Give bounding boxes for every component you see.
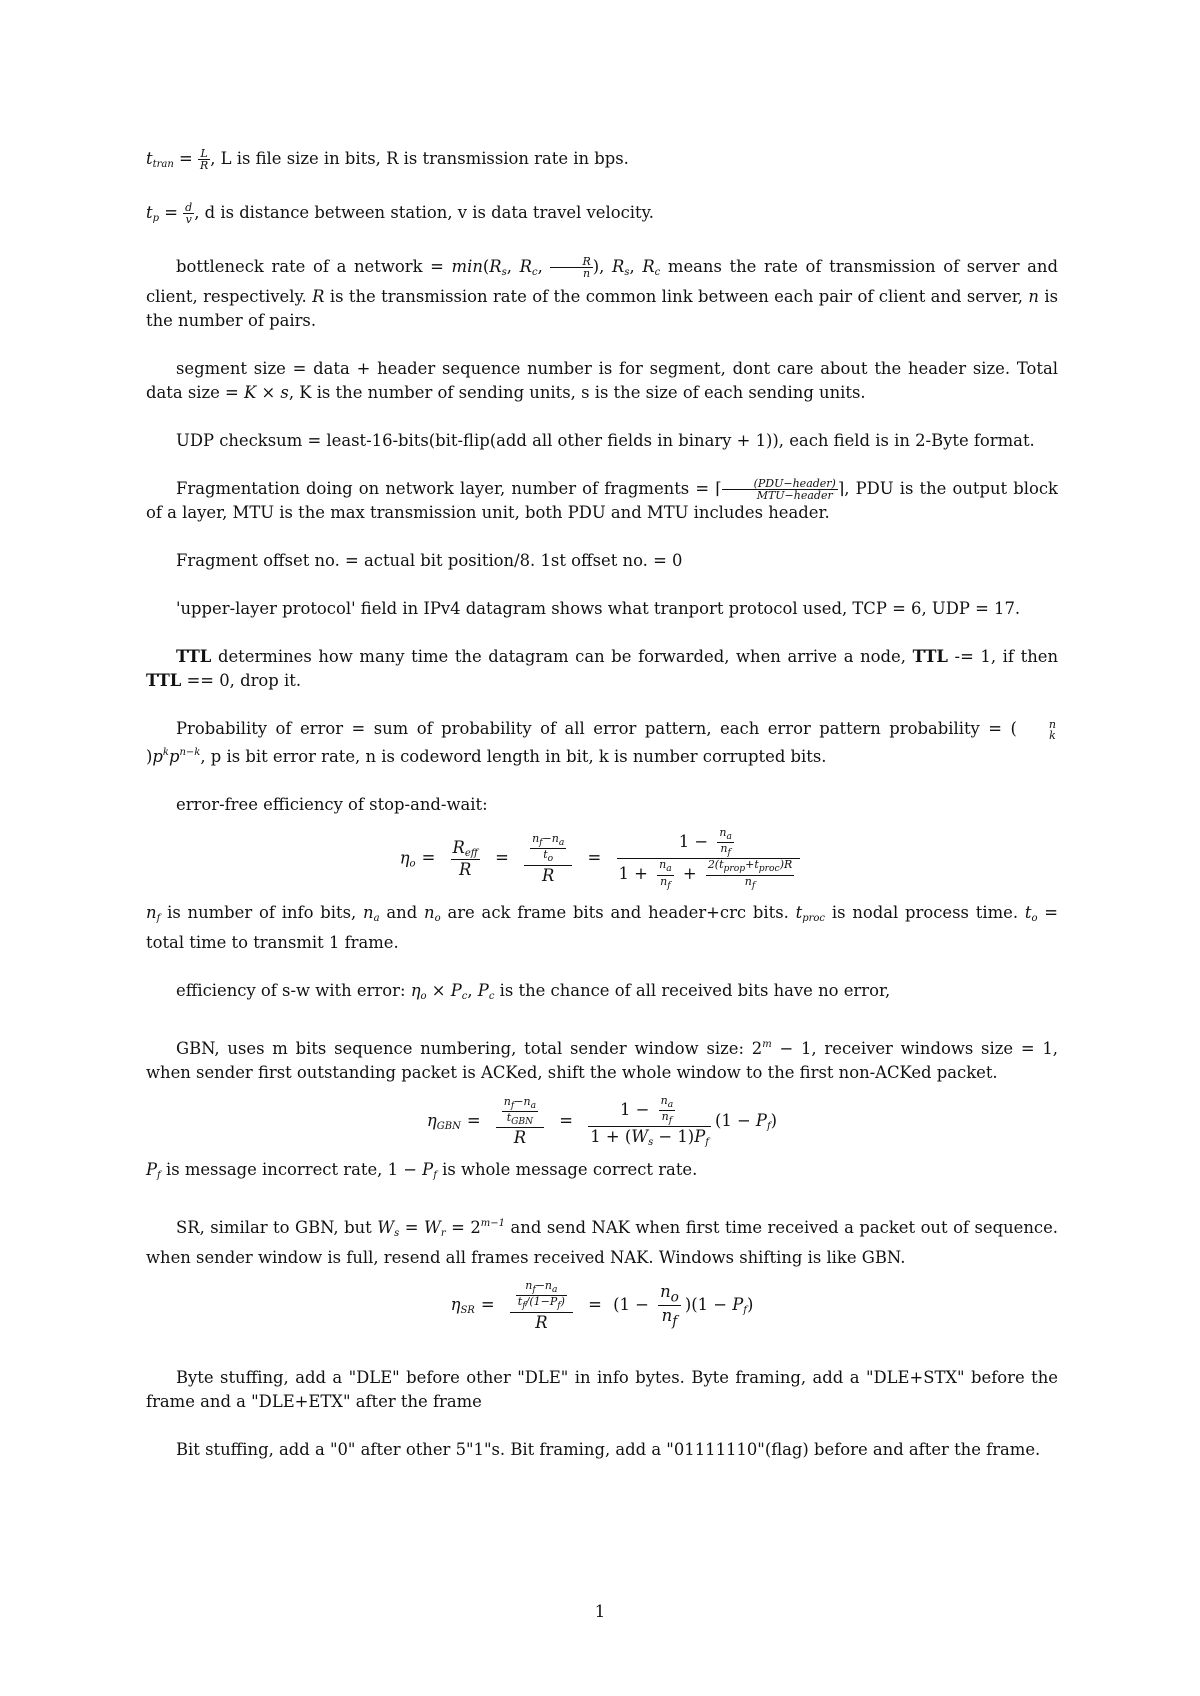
ttl-text-b: -= 1, if then [954,647,1059,666]
para-ttran: $t_{tran}$ = $\frac{L}{R}$ , L is file size in bits, R is transmission rate in bps. [146,147,629,172]
gbn-text-b: receiver windows size = 1, when sender first outstanding packet is ACKed, shift the whole window to the first non-ACKed packet. [146,1038,1058,1082]
bottleneck-text-a: bottleneck rate of a network = [176,257,444,276]
text-column [146,147,1058,1462]
pf-text-a: is message incorrect rate, [165,1160,383,1180]
gbn-text-a: GBN, uses m bits sequence numbering, total sender window size: [176,1038,744,1058]
para-ttl [146,645,1058,693]
prob-text-a: Probability of error = sum of probability of all error pattern, each error pattern probability = [176,719,1003,738]
ttl-word-1: TTL [176,647,212,666]
para-fragmentation: Fragmentation doing on network layer, number of fragments = ⌈ $\frac{\text{(PDU−header)}}{\text{MTU−header}}$ ⌉, PDU is the output block of a layer, MTU is the max transmission unit, both PDU and MTU includes header. [146,477,1058,522]
sw-err-text-b: is the chance of all received bits have no error, [499,980,891,1000]
para-offset: Fragment offset no. = actual bit position/8. 1st offset no. = 0 [176,551,683,570]
para-byte-stuffing: Byte stuffing, add a "DLE" before other "DLE" in info bytes. Byte framing, add a "DLE+STX" before the frame and a "DLE+ETX" after the frame [146,1367,1058,1411]
ttran-text: L is file size in bits, R is transmission rate in bps. [220,149,629,168]
nf-text-a: is number of info bits, [167,902,357,922]
para-nf: $n_f$ is number of info bits, $n_a$ and $n_o$ are ack frame bits and header+crc bits. $t_{proc}$ is nodal process time. $t_o$ = total time to transmit 1 frame. [146,902,1059,952]
pf-text-b: is whole message correct rate. [442,1160,698,1180]
sw-err-text-a: efficiency of s-w with error: [176,980,406,1000]
nf-text-d: is nodal process time. [831,902,1019,922]
nf-text-c: are ack frame bits and header+crc bits. [447,902,789,922]
para-sw-error: efficiency of s-w with error: $\eta_o \times P_c$, $P_c$ is the chance of all received bits have no error, [176,980,891,1002]
para-bottleneck: bottleneck rate of a network = $\min(R_s$, $R_c$, $\frac{R}{n}$ ), $R_s$, $R_c$ means the rate of transmission of server and client, respectively. R is the transmission rate of the common link between each pair of client and server, n is the number of pairs. [146,255,1059,330]
bottleneck-text-b: means the rate of transmission of server and client, respectively. [146,257,1058,306]
bottleneck-text-c: is the transmission rate of the common link between each pair of client and server, [329,287,1024,306]
para-upper-layer: 'upper-layer protocol' field in IPv4 datagram shows what tranport protocol used, TCP = 6, UDP = 17. [176,599,1021,618]
para-pf: $P_f$ is message incorrect rate, $1 - P_f$ is whole message correct rate. [146,1160,698,1182]
equation-sr: $\eta_{SR}$ = $\frac{\frac{n_f-n_a}{t_f/(1-P_f)}}{R}$ = (1 − $\frac{n_o}{n_f}$ )$(1 - P_f)$ [450,1279,754,1332]
ttl-text-a: determines how many time the datagram can be forwarded, when arrive a node, [217,647,906,666]
frag-text-b: PDU is the output block of a layer, MTU is the max transmission unit, both PDU and MTU includes header. [146,479,1058,522]
page-number: 1 [594,1602,606,1621]
equation-gbn: $\eta_{GBN}$ = $\frac{\frac{n_f-n_a}{t_{GBN}}}{R}$ = 1 − $\frac{n_a}{n_f}$ $1 + (W_s - 1)P_f$ $(1 - P_f)$ [426,1093,778,1149]
para-tp: $t_p$ = $\frac{d}{v}$ , d is distance between station, v is data travel velocity. [146,201,654,226]
prob-text-b: p is bit error rate, n is codeword length in bit, k is number corrupted bits. [210,747,827,766]
nf-text-b: and [386,902,418,922]
nf-text-e: = total time to transmit 1 frame. [146,902,1059,952]
ttl-word-2: TTL [912,647,948,666]
para-udp: UDP checksum = least-16-bits(bit-flip(add all other fields in binary + 1)), each field is in 2-Byte format. [176,431,1035,450]
para-segment: segment size = data + header sequence number is for segment, dont care about the header size. Total data size = K × s, K is the number of sending units, s is the size of each sending units. [146,359,1058,402]
para-sr: SR, similar to GBN, but $W_s = W_r = 2^{m-1}$ and send NAK when first time received a packet out of sequence. when sender window is full, resend all frames received NAK. Windows shifting is like GBN. [146,1218,1058,1268]
ttl-text-c: == 0, drop it. [186,671,302,690]
tp-text: d is distance between station, v is data travel velocity. [204,203,654,222]
equation-stop-and-wait: $\eta_o$ = $\frac{R_{eff}}{R}$ = $\frac{\frac{n_f-n_a}{t_o}}{R}$ = 1 − $\frac{n_a}{n_f}$ 1 + $\frac{n_a}{n_f}$ + $\frac{2(t_{prop}+t_{proc})R}{n_f}$ [146,827,1058,891]
segment-text-b: K is the number of sending units, s is the size of each sending units. [299,383,866,402]
bottleneck-text-d: is the number of pairs. [146,287,1059,330]
segment-text-a: segment size = data + header sequence number is for segment, dont care about the header size. Total data size = [146,359,1058,402]
para-bit-stuffing: Bit stuffing, add a "0" after other 5"1"s. Bit framing, add a "01111110"(flag) before and after the frame. [176,1439,1041,1459]
para-sw-title: error-free efficiency of stop-and-wait: [176,795,488,814]
sr-text-a: SR, similar to GBN, but [176,1218,372,1238]
sr-text-b: and send NAK when first time received a packet out of sequence. when sender window is full, resend all frames received NAK. Windows shifting is like GBN. [146,1218,1058,1268]
para-probability: Probability of error = sum of probability of all error pattern, each error pattern probability = ( n k )$p^kp^{n-k}$, p is bit error rate, n is codeword length in bit, k is number corrupted bits. [146,717,1056,766]
frag-text-a: Fragmentation doing on network layer, number of fragments = [176,479,710,498]
ttl-word-3: TTL [146,671,182,690]
para-gbn: GBN, uses m bits sequence numbering, total sender window size: $2^m - 1$, receiver windows size = 1, when sender first outstanding packet is ACKed, shift the whole window to the first non-ACKed packet. [146,1038,1058,1082]
